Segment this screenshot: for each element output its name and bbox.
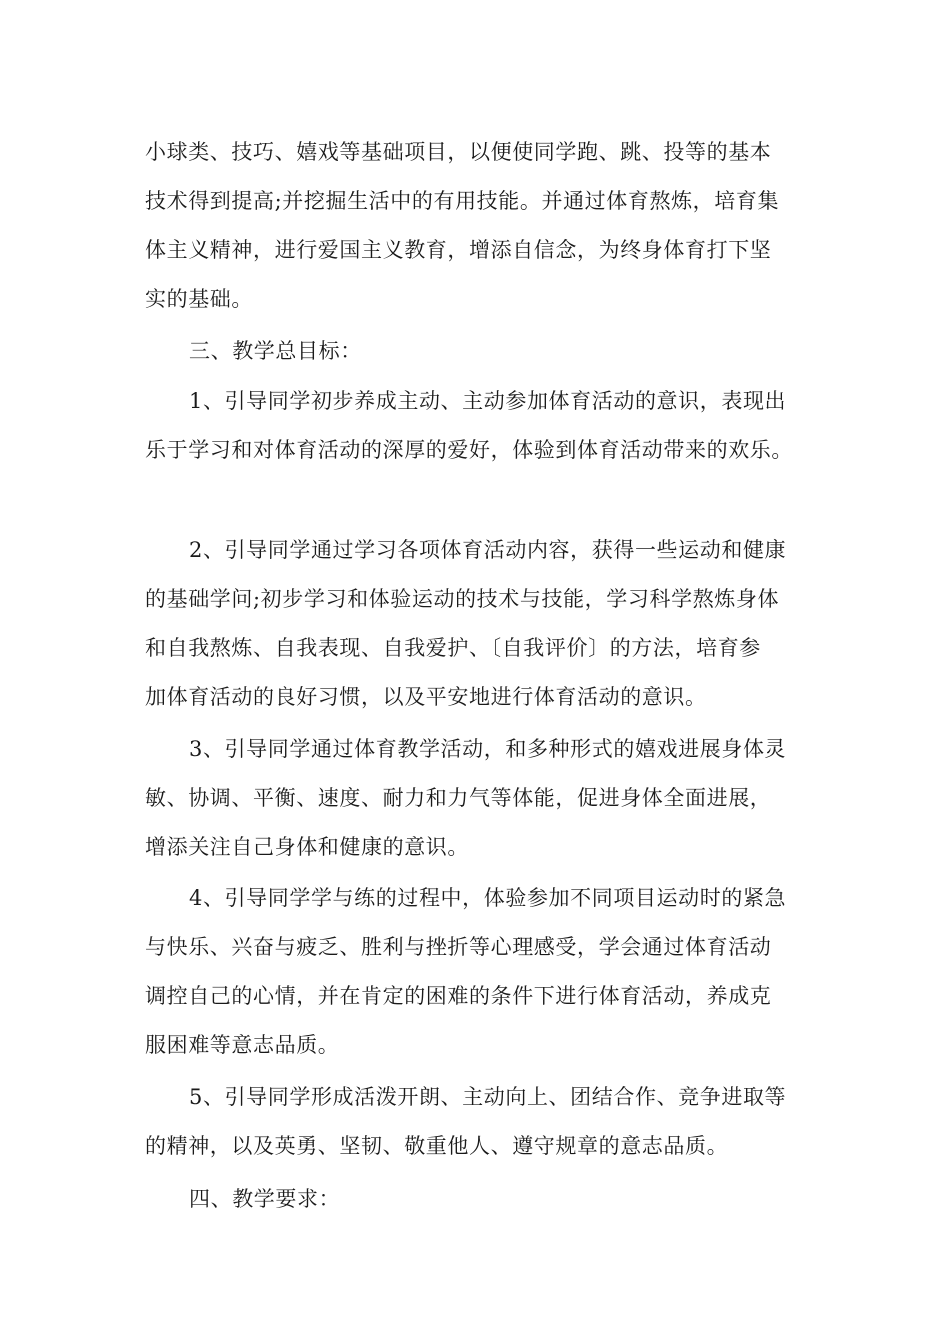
section-heading-3: 三、教学总目标： (189, 339, 362, 363)
paragraph-line: 敏、协调、平衡、速度、耐力和力气等体能，促进身体全面进展， (145, 786, 772, 810)
paragraph-line: 乐于学习和对体育活动的深厚的爱好，体验到体育活动带来的欢乐。 (145, 438, 793, 462)
paragraph-line: 的精神，以及英勇、坚韧、敬重他人、遵守规章的意志品质。 (145, 1134, 729, 1158)
paragraph-line: 加体育活动的良好习惯，以及平安地进行体育活动的意识。 (145, 685, 707, 709)
paragraph-line: 与快乐、兴奋与疲乏、胜利与挫折等心理感受，学会通过体育活动 (145, 935, 772, 959)
paragraph-line: 技术得到提高;并挖掘生活中的有用技能。并通过体育熬炼，培育集 (145, 189, 780, 213)
paragraph-line: 2、引导同学通过学习各项体育活动内容，获得一些运动和健康 (189, 538, 787, 562)
paragraph-line: 服困难等意志品质。 (145, 1033, 340, 1057)
paragraph-line: 3、引导同学通过体育教学活动，和多种形式的嬉戏进展身体灵 (189, 737, 787, 761)
paragraph-line: 1、引导同学初步养成主动、主动参加体育活动的意识，表现出 (189, 389, 787, 413)
paragraph-line: 增添关注自己身体和健康的意识。 (145, 835, 469, 859)
paragraph-line: 体主义精神，进行爱国主义教育，增添自信念，为终身体育打下坚 (145, 238, 772, 262)
paragraph-line: 和自我熬炼、自我表现、自我爱护、〔自我评价〕的方法，培育参 (145, 636, 761, 660)
paragraph-line: 5、引导同学形成活泼开朗、主动向上、团结合作、竞争进取等 (189, 1085, 787, 1109)
section-heading-4: 四、教学要求： (189, 1187, 341, 1211)
paragraph-line: 4、引导同学学与练的过程中，体验参加不同项目运动时的紧急 (189, 886, 787, 910)
paragraph-line: 的基础学问;初步学习和体验运动的技术与技能，学习科学熬炼身体 (145, 587, 780, 611)
paragraph-line: 小球类、技巧、嬉戏等基础项目，以便使同学跑、跳、投等的基本 (145, 140, 772, 164)
paragraph-line: 实的基础。 (145, 287, 253, 311)
paragraph-line: 调控自己的心情，并在肯定的困难的条件下进行体育活动，养成克 (145, 984, 772, 1008)
